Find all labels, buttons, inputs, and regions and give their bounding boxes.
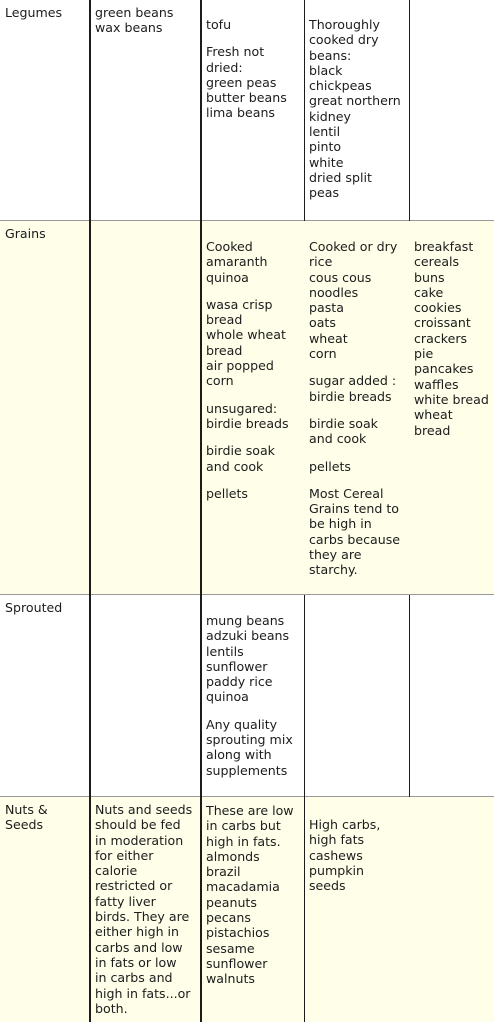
cell-text-line: high fats bbox=[309, 832, 365, 848]
cell-text-line: pecans bbox=[206, 910, 251, 926]
cell-text-block bbox=[309, 416, 409, 447]
cell-text-line: buns bbox=[414, 269, 445, 285]
cell-text-line: pasta bbox=[309, 300, 344, 316]
table-cell-legumes-col4 bbox=[409, 0, 494, 221]
cell-text-line: beans: bbox=[309, 47, 352, 63]
cell-text-block bbox=[206, 239, 304, 285]
cell-text-line: bread bbox=[206, 312, 243, 328]
row-divider bbox=[0, 220, 494, 221]
cell-text-block bbox=[309, 817, 409, 893]
column-divider bbox=[409, 0, 411, 221]
cell-text-line: in carbs and bbox=[95, 970, 173, 986]
table-cell-sprouted-col4 bbox=[409, 595, 494, 797]
cell-text-line: great northern bbox=[309, 93, 401, 109]
table-cell-nuts-seeds-col1 bbox=[90, 797, 201, 1022]
cell-text-line: adzuki beans bbox=[206, 628, 290, 644]
cell-text-line: white bread bbox=[414, 391, 489, 407]
category-label: Nuts & Seeds bbox=[5, 802, 48, 833]
cell-text-line: along with bbox=[206, 747, 272, 763]
cell-text-line: wheat bbox=[309, 330, 348, 346]
cell-text-line: wax beans bbox=[95, 20, 163, 36]
cell-text-line: cous cous bbox=[309, 269, 372, 285]
row-divider bbox=[0, 796, 494, 797]
cell-text-line: high in fats...or bbox=[95, 985, 191, 1001]
cell-text-line: almonds bbox=[206, 848, 260, 864]
cell-text-line: restricted or bbox=[95, 878, 173, 894]
table-cell-nuts-seeds-col3 bbox=[304, 797, 409, 1022]
table-cell-sprouted-col2 bbox=[201, 595, 304, 797]
cell-text-line: walnuts bbox=[206, 971, 255, 987]
cell-text-line: be high in bbox=[309, 516, 372, 532]
column-divider bbox=[304, 797, 306, 1022]
column-divider bbox=[304, 0, 306, 221]
cell-text-block bbox=[206, 443, 304, 474]
cell-text-line: for either bbox=[95, 847, 154, 863]
cell-text-line: Thoroughly bbox=[309, 17, 380, 32]
table-cell-grains-col4 bbox=[409, 221, 494, 595]
table-cell-nuts-seeds-col2 bbox=[201, 797, 304, 1022]
cell-text-line: corn bbox=[309, 346, 337, 362]
cell-text-line: Grains tend to bbox=[309, 501, 400, 517]
column-divider bbox=[89, 0, 91, 1022]
cell-text-line: Most Cereal bbox=[309, 485, 384, 501]
cell-text-line: pumpkin bbox=[309, 862, 365, 878]
cell-text-line: lima beans bbox=[206, 105, 275, 121]
cell-text-block bbox=[95, 802, 201, 1016]
cell-text-line: macadamia bbox=[206, 879, 280, 895]
cell-text-line: in carbs but bbox=[206, 818, 281, 834]
cell-text-line: in moderation bbox=[95, 832, 184, 848]
category-label: Legumes bbox=[5, 5, 63, 20]
cell-text-line: pellets bbox=[309, 458, 351, 474]
cell-text-line: bread bbox=[414, 422, 451, 438]
table-cell-legumes-col3 bbox=[304, 0, 409, 221]
category-label: Sprouted bbox=[5, 600, 63, 615]
cell-text-line: oats bbox=[309, 315, 336, 331]
cell-text-line: bread bbox=[206, 342, 243, 358]
cell-text-line: butter beans bbox=[206, 90, 287, 106]
cell-text-line: Fresh not bbox=[206, 44, 265, 60]
cell-text-line: croissant bbox=[414, 315, 471, 331]
cell-text-line: birdie soak bbox=[309, 415, 378, 431]
cell-text-line: sugar added : bbox=[309, 373, 397, 389]
cell-text-line: rice bbox=[309, 254, 333, 270]
cell-text-line: sprouting mix bbox=[206, 732, 293, 748]
cell-text-line: wheat bbox=[414, 407, 453, 423]
cell-text-block bbox=[309, 373, 409, 404]
cell-text-line: black bbox=[309, 62, 343, 78]
cell-text-line: air popped bbox=[206, 358, 274, 374]
cell-text-line: paddy rice bbox=[206, 674, 273, 690]
cell-text-block bbox=[309, 486, 409, 578]
cell-text-line: corn bbox=[206, 373, 234, 389]
cell-text-line: birds. They are bbox=[95, 909, 190, 925]
cell-text-line: they are bbox=[309, 547, 362, 563]
cell-text-line: cookies bbox=[414, 300, 462, 316]
cell-text-line: tofu bbox=[206, 17, 232, 32]
category-label: Grains bbox=[5, 226, 46, 241]
cell-text-block bbox=[206, 717, 304, 778]
cell-text-line: brazil bbox=[206, 864, 241, 880]
cell-text-line: high in fats. bbox=[206, 833, 281, 849]
cell-text-line: pancakes bbox=[414, 361, 474, 377]
cell-text-line: and cook bbox=[309, 431, 367, 447]
cell-text-line: cake bbox=[414, 284, 444, 300]
column-divider bbox=[200, 0, 202, 1022]
category-cell-sprouted bbox=[0, 595, 90, 797]
table-cell-sprouted-col1 bbox=[90, 595, 201, 797]
cell-text-line: wasa crisp bbox=[206, 296, 273, 312]
cell-text-block bbox=[206, 613, 304, 705]
cell-text-line: peas bbox=[309, 185, 340, 201]
cell-text-line: quinoa bbox=[206, 689, 249, 705]
cell-text-block bbox=[309, 17, 409, 201]
cell-text-line: These are low bbox=[206, 803, 294, 818]
cell-text-line: lentils bbox=[206, 643, 244, 659]
column-divider bbox=[304, 595, 306, 797]
cell-text-block bbox=[206, 401, 304, 432]
cell-text-line: fatty liver bbox=[95, 893, 156, 909]
cell-text-block bbox=[206, 486, 304, 501]
cell-text-line: sesame bbox=[206, 940, 255, 956]
cell-text-block bbox=[309, 239, 409, 361]
cell-text-line: waffles bbox=[414, 376, 459, 392]
table-cell-nuts-seeds-col4 bbox=[409, 797, 494, 1022]
cell-text-line: green peas bbox=[206, 74, 277, 90]
cell-text-line: supplements bbox=[206, 762, 288, 778]
cell-text-line: mung beans bbox=[206, 613, 285, 628]
cell-text-block bbox=[206, 297, 304, 389]
cell-text-block bbox=[206, 803, 304, 987]
cell-text-line: chickpeas bbox=[309, 78, 372, 94]
category-cell-nuts-seeds bbox=[0, 797, 90, 1022]
cell-text-line: calorie bbox=[95, 863, 138, 879]
cell-text-line: should be fed bbox=[95, 817, 181, 833]
table-cell-grains-col3 bbox=[304, 221, 409, 595]
cell-text-line: in fats or low bbox=[95, 954, 177, 970]
cell-text-line: birdie breads bbox=[309, 388, 392, 404]
row-divider bbox=[0, 594, 494, 595]
cell-text-line: amaranth bbox=[206, 254, 268, 270]
cell-text-line: High carbs, bbox=[309, 817, 381, 832]
cell-text-line: either high in bbox=[95, 924, 180, 940]
cell-text-line: Cooked bbox=[206, 239, 253, 254]
cell-text-line: starchy. bbox=[309, 562, 358, 578]
cell-text-line: sunflower bbox=[206, 955, 268, 971]
cell-text-line: pistachios bbox=[206, 925, 270, 941]
cell-text-line: Nuts and seeds bbox=[95, 802, 193, 817]
cell-text-line: noodles bbox=[309, 284, 359, 300]
table-cell-legumes-col2 bbox=[201, 0, 304, 221]
cell-text-line: dried split bbox=[309, 169, 372, 185]
cell-text-block bbox=[309, 459, 409, 474]
cell-text-line: birdie breads bbox=[206, 415, 289, 431]
cell-text-line: green beans bbox=[95, 5, 174, 20]
cell-text-line: peanuts bbox=[206, 894, 257, 910]
cell-text-line: whole wheat bbox=[206, 327, 286, 343]
cell-text-line: kidney bbox=[309, 108, 351, 124]
cell-text-line: dried: bbox=[206, 59, 243, 75]
cell-text-line: quinoa bbox=[206, 269, 249, 285]
cell-text-line: sunflower bbox=[206, 658, 268, 674]
column-divider bbox=[409, 595, 411, 797]
cell-text-line: pellets bbox=[206, 485, 248, 501]
cell-text-line: carbs because bbox=[309, 531, 401, 547]
cell-text-line: Any quality bbox=[206, 716, 278, 732]
cell-text-line: cereals bbox=[414, 254, 460, 270]
cell-text-line: birdie soak bbox=[206, 443, 275, 459]
table-cell-grains-col2 bbox=[201, 221, 304, 595]
cell-text-line: carbs and low bbox=[95, 939, 183, 955]
cell-text-line: both. bbox=[95, 1000, 128, 1016]
cell-text-line: seeds bbox=[309, 878, 346, 894]
cell-text-line: white bbox=[309, 154, 344, 170]
cell-text-line: cashews bbox=[309, 847, 363, 863]
cell-text-line: crackers bbox=[414, 330, 468, 346]
cell-text-line: unsugared: bbox=[206, 400, 278, 416]
category-cell-grains bbox=[0, 221, 90, 595]
cell-text-line: breakfast bbox=[414, 239, 474, 254]
cell-text-line: and cook bbox=[206, 458, 264, 474]
table-cell-grains-col1 bbox=[90, 221, 201, 595]
cell-text-line: lentil bbox=[309, 124, 341, 140]
cell-text-line: pie bbox=[414, 346, 434, 362]
category-cell-legumes bbox=[0, 0, 90, 221]
cell-text-line: Cooked or dry bbox=[309, 239, 398, 254]
cell-text-line: pinto bbox=[309, 139, 342, 155]
cell-text-block bbox=[206, 44, 304, 120]
table-cell-sprouted-col3 bbox=[304, 595, 409, 797]
cell-text-block bbox=[95, 5, 201, 36]
table-cell-legumes-col1 bbox=[90, 0, 201, 221]
cell-text-block bbox=[414, 239, 494, 438]
cell-text-block bbox=[206, 17, 304, 32]
cell-text-line: cooked dry bbox=[309, 32, 379, 48]
